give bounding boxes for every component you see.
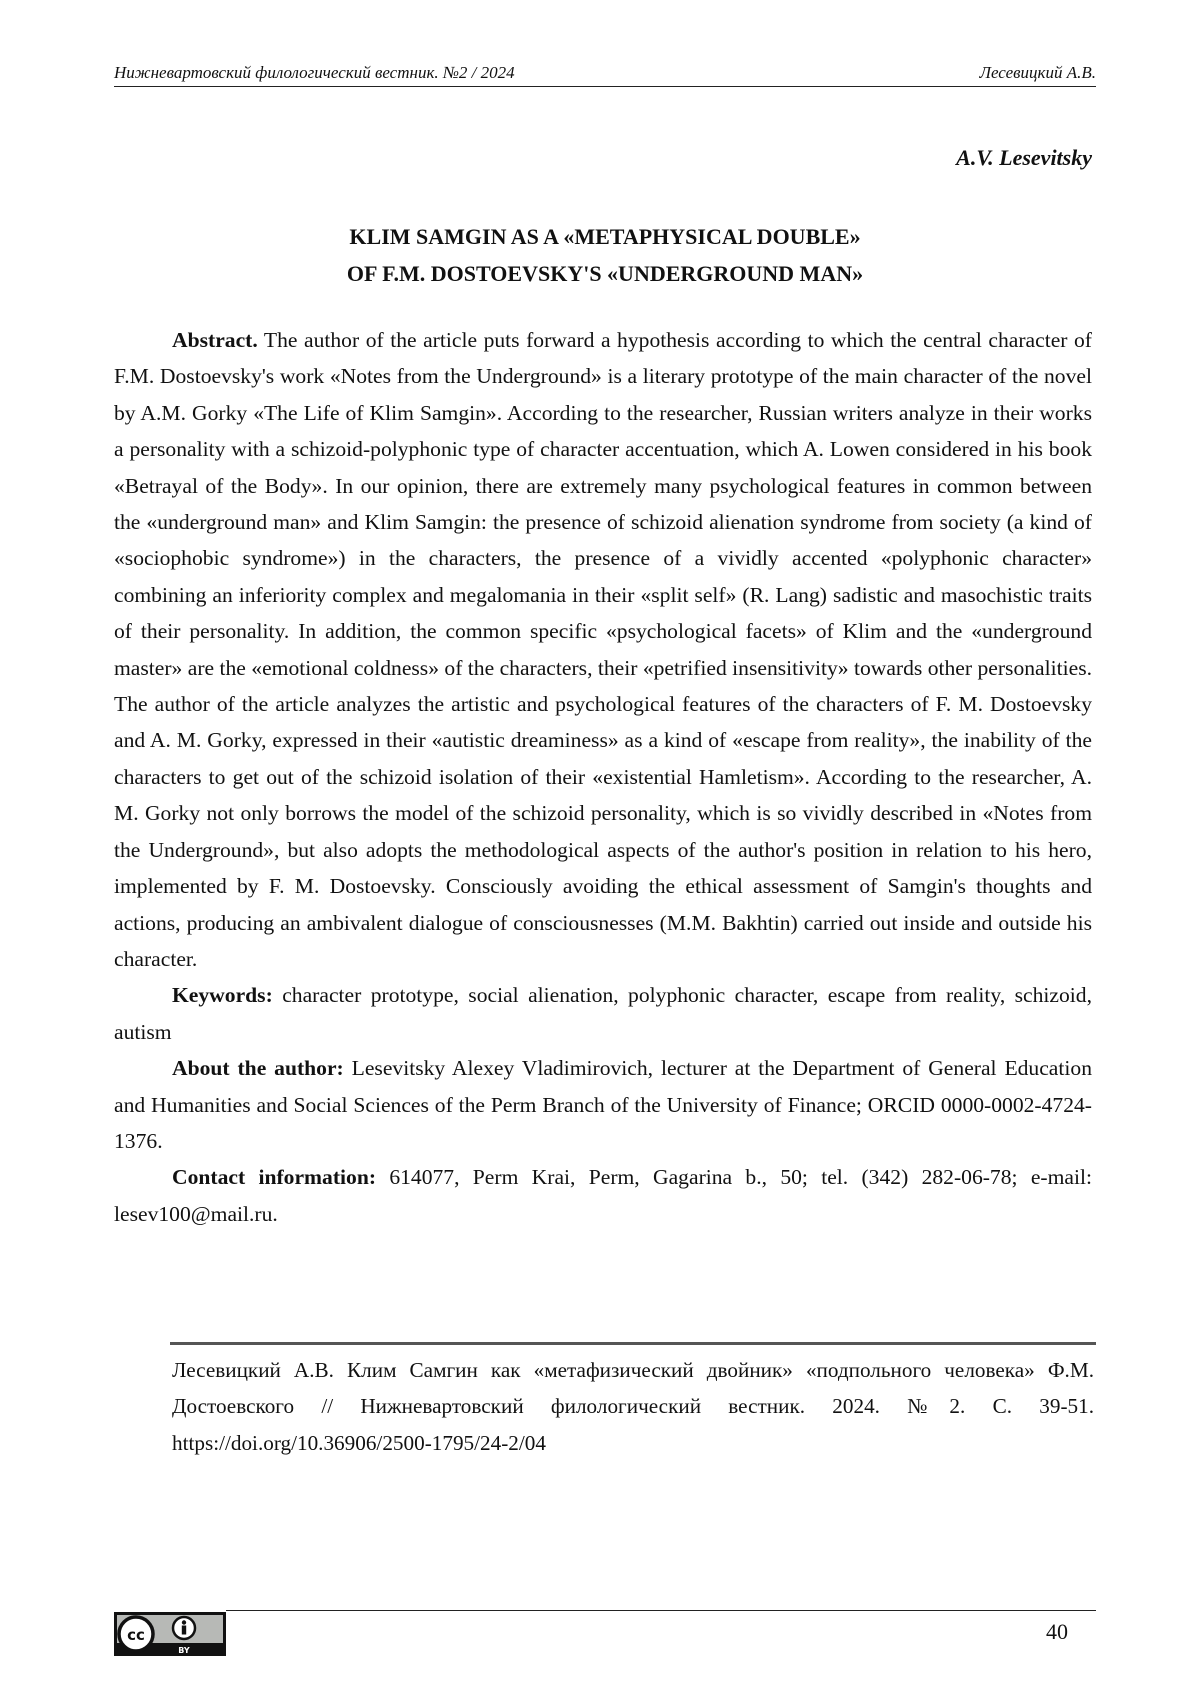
- by-icon: [173, 1617, 195, 1639]
- svg-text:cc: cc: [127, 1626, 145, 1644]
- cc-by-license-badge: [114, 1612, 226, 1656]
- citation-divider: [170, 1342, 1096, 1345]
- citation-block: Лесевицкий А.В. Клим Самгин как «метафизический двойник» «подпольного человека» Ф.М. Достоевского // Нижневартовский филологический вестник. 2024. №2. С. 39-51. https://doi.org/10.36906/2500-1795/24-2/04: [172, 1358, 1094, 1455]
- about-author-label: About the author:: [172, 1056, 344, 1081]
- about-author-text: Lesevitsky Alexey Vladimirovich, lecturer at the Department of General Education and Humanities and Social Sciences of the Perm Branch of the University of Finance; ORCID 0000-0002-4724-1376.: [114, 1056, 1092, 1153]
- about-author-paragraph: [114, 1050, 1092, 1159]
- page-number: 40: [1046, 1619, 1068, 1644]
- article-author: A.V. Lesevitsky: [956, 145, 1092, 170]
- keywords-paragraph: [114, 977, 1092, 1050]
- contact-text: 614077, Perm Krai, Perm, Gagarina b., 50; tel. (342) 282-06-78; e-mail: lesev100@mail.ru.: [114, 1165, 1092, 1226]
- cc-icon: [119, 1617, 153, 1651]
- keywords-text: character prototype, social alienation, polyphonic character, escape from reality, schizoid, autism: [114, 983, 1092, 1044]
- keywords-label: Keywords:: [172, 983, 273, 1008]
- running-header: [114, 62, 1096, 84]
- title-line-1: KLIM SAMGIN AS A «METAPHYSICAL DOUBLE»: [349, 224, 861, 249]
- journal-title: Нижневартовский филологический вестник. №2 / 2024: [114, 63, 515, 82]
- article-body: [114, 322, 1092, 1232]
- contact-paragraph: [114, 1159, 1092, 1232]
- by-label: BY: [178, 1646, 190, 1655]
- abstract-label: Abstract.: [172, 328, 258, 352]
- contact-label: Contact information:: [172, 1165, 377, 1190]
- header-divider: [114, 86, 1096, 87]
- abstract-paragraph: [114, 322, 1092, 977]
- abstract-text: The author of the article puts forward a hypothesis according to which the central character of F.M. Dostoevsky's work «Notes from the Underground» is a literary prototype of the main character of the novel by A.M. Gorky «The Life of Klim Samgin». According to the researcher, Russian writers analyze in their works a personality with a schizoid-polyphonic type of character accentuation, which A. Lowen considered in his book «Betrayal of the Body». In our opinion, there are extremely many psychological features in common between the «underground man» and Klim Samgin: the presence of schizoid alienation syndrome from society (a kind of «sociophobic syndrome») in the characters, the presence of a vividly accented «polyphonic character» combining an inferiority complex and megalomania in their «split self» (R. Lang) sadistic and masochistic traits of their personality. In addition, the common specific «psychological facets» of Klim and the «underground master» are the «emotional coldness» of the characters, their «petrified insensitivity» towards other personalities. The author of the article analyzes the artistic and psychological features of the characters of F. M. Dostoevsky and A. M. Gorky, expressed in their «autistic dreaminess» as a kind of «escape from reality», the inability of the characters to get out of the schizoid isolation of their «existential Hamletism». According to the researcher, A. M. Gorky not only borrows the model of the schizoid personality, which is so vividly described in «Notes from the Underground», but also adopts the methodological aspects of the author's position in relation to his hero, implemented by F. M. Dostoevsky. Consciously avoiding the ethical assessment of Samgin's thoughts and actions, producing an ambivalent dialogue of consciousnesses (M.M. Bakhtin) carried out inside and outside his character.: [114, 328, 1093, 971]
- title-line-2: OF F.M. DOSTOEVSKY'S «UNDERGROUND MAN»: [346, 261, 864, 286]
- article-title: [114, 218, 1096, 292]
- footer-divider: [226, 1610, 1096, 1611]
- header-author: Лесевицкий А.В.: [979, 63, 1096, 82]
